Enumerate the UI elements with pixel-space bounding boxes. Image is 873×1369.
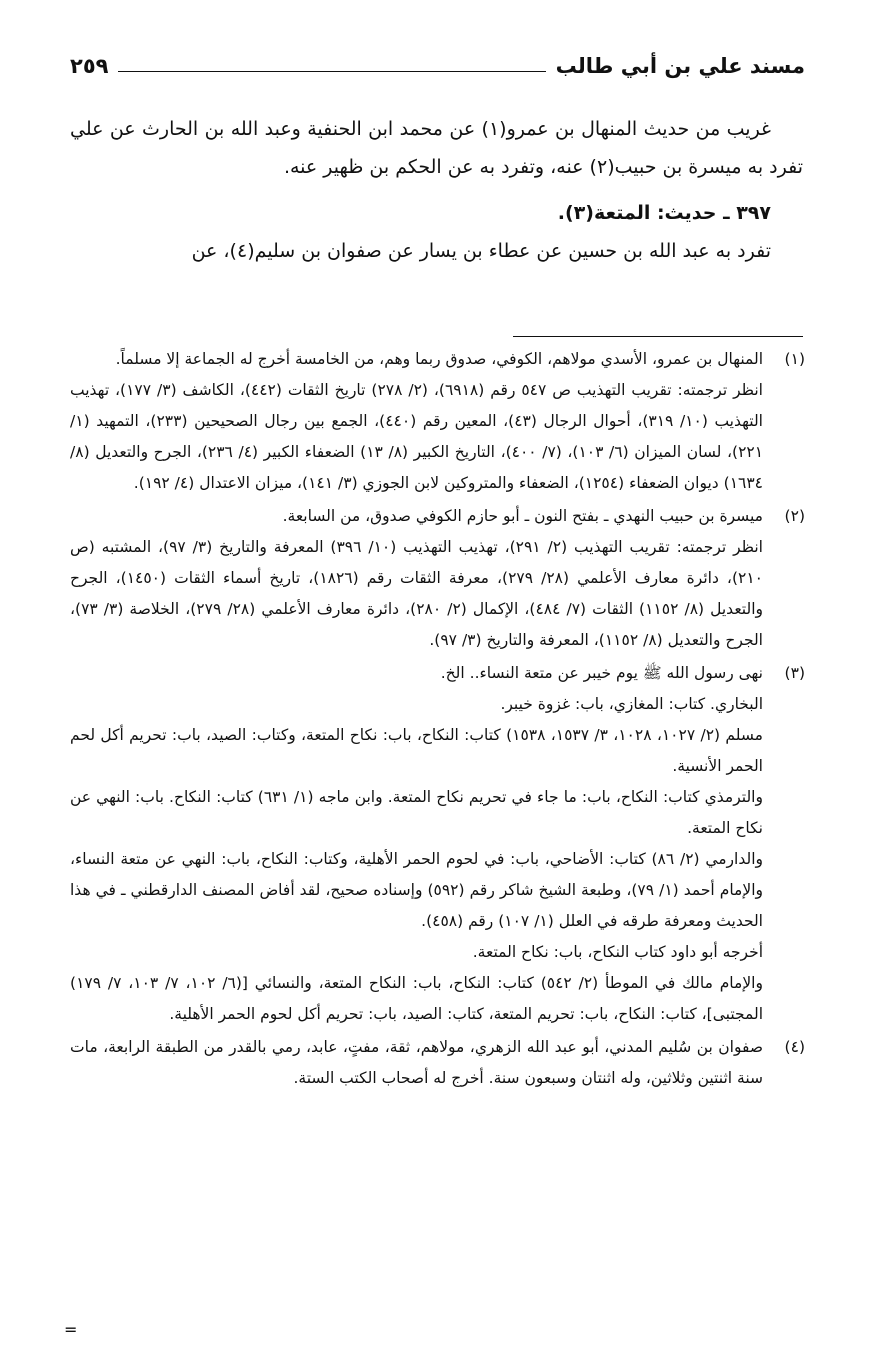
footnote-paragraph: والإمام مالك في الموطأ (٢/ ٥٤٢) كتاب: النكاح، باب: النكاح المتعة، والنسائي [(٦/ ١٠٢، ٧/ ١٠٣، ٧/ ١٧٩) المجتبى]، كتاب: النكاح، باب: تحريم المتعة، كتاب: الصيد، باب: تحريم أكل لحوم الحمر الأهلية. (70, 974, 763, 1023)
footnote-paragraph: انظر ترجمته: تقريب التهذيب ص ٥٤٧ رقم (٦٩١٨)، (٢/ ٢٧٨) تاريخ الثقات (٤٤٢)، الكاشف (٣/ ١٧٧)، تهذيب التهذيب (١٠/ ٣١٩)، أحوال الرجال (٤٣)، المعين رقم (٤٤٠)، الجمع بين رجال الصحيحين (٢٣٣)، التمهيد (١/ ٢٢١)، لسان الميزان (٦/ ١٠٣)، (٧/ ٤٠٠)، التاريخ الكبير (٨/ ١٣) الضعفاء الكبير (٤/ ٢٣٦)، الجرح والتعديل (٨/ ١٦٣٤) ديوان الضعفاء (١٢٥٤)، الضعفاء والمتروكين لابن الجوزي (٣/ ١٤١)، ميزان الاعتدال (٤/ ١٩٢). (70, 381, 764, 492)
footnote-paragraph: صفوان بن سُليم المدني، أبو عبد الله الزهري، مولاهم، ثقة، مفتٍ، عابد، رمي بالقدر من الطبقة الرابعة، مات سنة اثنتين وثلاثين، وله اثنتان وسبعون سنة. أخرج له أصحاب الكتب الستة. (70, 1038, 763, 1087)
footnote-number: (٢) (784, 507, 805, 525)
footnote-paragraph: البخاري. كتاب: المغازي، باب: غزوة خيبر. (500, 695, 763, 713)
main-text (70, 110, 803, 270)
footnote-number: (١) (784, 350, 805, 368)
main-paragraph-1: غريب من حديث المنهال بن عمرو(١) عن محمد ابن الحنفية وعبد الله بن الحارث عن علي تفرد به ميسرة بن حبيب(٢) عنه، وتفرد به عن الحكم بن ظهير عنه. (70, 118, 803, 178)
footnotes (70, 344, 805, 1096)
footnote-paragraph: والدارمي (٢/ ٨٦) كتاب: الأضاحي، باب: في لحوم الحمر الأهلية، وكتاب: النكاح، باب: النهي عن متعة النساء، والإمام أحمد (١/ ٧٩)، وطبعة الشيخ شاكر رقم (٥٩٢) وإسناده صحيح، لقد أفاض المصنف الدارقطني ـ في هذا الحديث ومعرفة طرقه في العلل (١/ ١٠٧) رقم (٤٥٨). (70, 850, 763, 930)
footnote-body (70, 1032, 763, 1094)
footnote-paragraph: أخرجه أبو داود كتاب النكاح، باب: نكاح المتعة. (472, 943, 763, 961)
footnote-1 (70, 344, 805, 499)
page-number: ٢٥٩ (70, 54, 109, 78)
header-rule (118, 71, 545, 72)
page-header (70, 44, 805, 78)
footnote-4 (70, 1032, 805, 1094)
footnote-body (70, 501, 763, 656)
continuation-mark: = (64, 1320, 78, 1339)
footnote-3 (70, 658, 805, 1030)
footnote-paragraph: مسلم (٢/ ١٠٢٧، ١٠٢٨، ٣/ ١٥٣٧، ١٥٣٨) كتاب: النكاح، باب: نكاح المتعة، وكتاب: الصيد، باب: تحريم أكل لحم الحمر الأنسية. (70, 726, 763, 775)
footnote-paragraph: نهى رسول الله ﷺ يوم خيبر عن متعة النساء.. الخ. (440, 664, 763, 682)
hadith-heading: ٣٩٧ ـ حديث: المتعة(٣). (557, 202, 771, 224)
footnote-paragraph: انظر ترجمته: تقريب التهذيب (٢/ ٢٩١)، تهذيب التهذيب (١٠/ ٣٩٦) المعرفة والتاريخ (٣/ ٩٧)، المشتبه (ص ٢١٠)، دائرة معارف الأعلمي (٢٨/ ٢٧٩)، معرفة الثقات رقم (١٨٢٦)، تاريخ أسماء الثقات (١٤٥٠)، الجرح والتعديل (٨/ ١١٥٢) الثقات (٧/ ٤٨٤)، الإكمال (٢/ ٢٨٠)، دائرة معارف الأعلمي (٢٨/ ٢٧٩)، الخلاصة (٣/ ٧٣)، الجرح والتعديل (٨/ ١١٥٢)، المعرفة والتاريخ (٣/ ٩٧). (70, 538, 763, 649)
footnote-body (70, 344, 763, 499)
footnote-paragraph: والترمذي كتاب: النكاح، باب: ما جاء في تحريم نكاح المتعة. وابن ماجه (١/ ٦٣١) كتاب: النكاح. باب: النهي عن نكاح المتعة. (70, 788, 763, 837)
main-paragraph-2: تفرد به عبد الله بن حسين عن عطاء بن يسار عن صفوان بن سليم(٤)، عن (191, 240, 771, 262)
footnote-paragraph: المنهال بن عمرو، الأسدي مولاهم، الكوفي، صدوق ربما وهم، من الخامسة أخرج له الجماعة إلا مسلماً. (115, 350, 763, 368)
footnote-paragraph: ميسرة بن حبيب النهدي ـ بفتح النون ـ أبو حازم الكوفي صدوق، من السابعة. (282, 507, 763, 525)
footnote-separator (513, 336, 803, 337)
footnote-number: (٤) (784, 1038, 805, 1056)
footnote-number: (٣) (784, 664, 805, 682)
footnote-2 (70, 501, 805, 656)
footnote-body (70, 658, 763, 1030)
running-title: مسند علي بن أبي طالب (555, 54, 805, 78)
